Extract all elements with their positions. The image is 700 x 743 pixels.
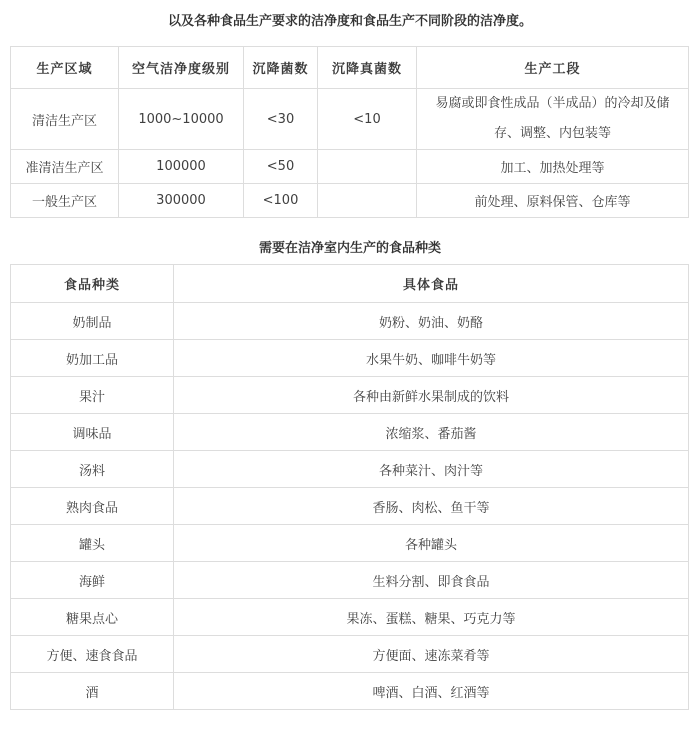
table-cell: 清洁生产区 [11,89,119,150]
table-cell: 各种菜汁、肉汁等 [174,451,689,488]
food-table-title: 需要在洁净室内生产的食品种类 [258,241,441,256]
table-cell: 1000~10000 [119,89,244,150]
table-row [11,636,689,673]
header-air-cleanliness-level: 空气洁净度级别 [119,47,244,89]
table-cell: 各种罐头 [174,525,689,562]
table-cell: 准清洁生产区 [11,150,119,184]
table-row [11,525,689,562]
table-cell: 方便面、速冻菜肴等 [174,636,689,673]
table-cell: 罐头 [11,525,174,562]
table-cell: 奶加工品 [11,340,174,377]
table-cell: <30 [244,89,318,150]
table-cell: 易腐或即食性成品（半成品）的冷却及储存、调整、内包装等 [417,89,689,150]
table-cell: 果汁 [11,377,174,414]
food-table-header-row [11,265,689,303]
table-row [11,340,689,377]
table-row [11,451,689,488]
table-cell: 奶制品 [11,303,174,340]
table-cell: 加工、加热处理等 [417,150,689,184]
table-cell: 前处理、原料保管、仓库等 [417,184,689,218]
table-row [11,303,689,340]
table-row [11,150,689,184]
intro-title: 以及各种食品生产要求的洁净度和食品生产不同阶段的洁净度。 [167,14,532,29]
table-row [11,673,689,710]
header-specific-food: 具体食品 [174,265,689,303]
table-cell: 各种由新鲜水果制成的饮料 [174,377,689,414]
table-row [11,414,689,451]
table-row [11,488,689,525]
table-cell: 汤料 [11,451,174,488]
table-cell: 方便、速食食品 [11,636,174,673]
table-cell: 果冻、蛋糕、糖果、巧克力等 [174,599,689,636]
table-cell: 糖果点心 [11,599,174,636]
table-cell: 调味品 [11,414,174,451]
header-food-category: 食品种类 [11,265,174,303]
table-cell: 100000 [119,150,244,184]
table-cell: 海鲜 [11,562,174,599]
table-cell: 一般生产区 [11,184,119,218]
header-production-stage: 生产工段 [417,47,689,89]
table-row [11,89,689,150]
table-cell [318,184,417,218]
table-row [11,184,689,218]
table-cell: 水果牛奶、咖啡牛奶等 [174,340,689,377]
table-cell: 香肠、肉松、鱼干等 [174,488,689,525]
header-settling-fungi: 沉降真菌数 [318,47,417,89]
table-cell: <100 [244,184,318,218]
table-cell: 奶粉、奶油、奶酪 [174,303,689,340]
table-cell: <50 [244,150,318,184]
cleanliness-table [10,46,689,218]
table-row [11,599,689,636]
table-cell: 300000 [119,184,244,218]
food-table [10,264,689,710]
table-row [11,562,689,599]
header-settling-bacteria: 沉降菌数 [244,47,318,89]
header-production-area: 生产区域 [11,47,119,89]
table-cell: 浓缩浆、番茄酱 [174,414,689,451]
table-cell: 啤酒、白酒、红酒等 [174,673,689,710]
table-cell: <10 [318,89,417,150]
cleanliness-table-header-row [11,47,689,89]
table-row [11,377,689,414]
table-cell: 生料分割、即食食品 [174,562,689,599]
table-cell [318,150,417,184]
table-cell: 熟肉食品 [11,488,174,525]
table-cell: 酒 [11,673,174,710]
